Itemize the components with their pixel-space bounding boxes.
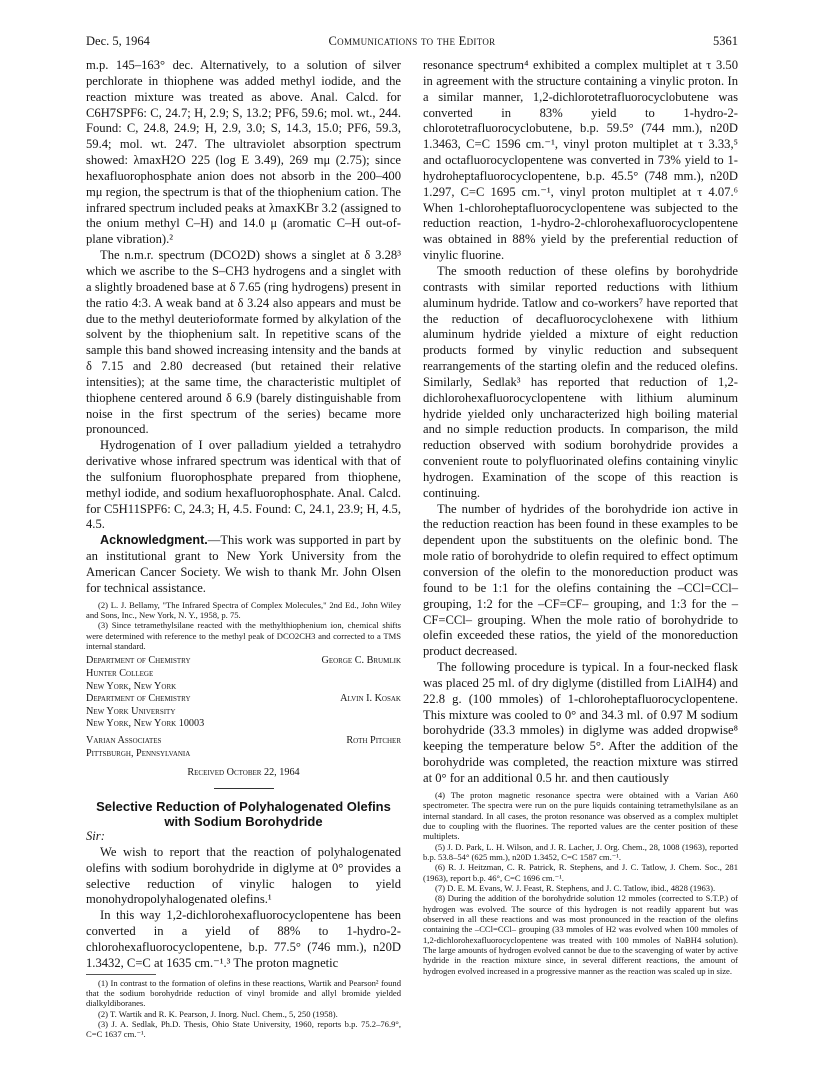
affiliation-line: New York, New York 10003 xyxy=(86,718,205,730)
affiliation-line: Department of Chemistry xyxy=(86,693,191,705)
affiliations xyxy=(86,655,401,760)
paragraph: We wish to report that the reaction of polyhalogenated olefins with sodium borohydride in diglyme at 0° provides a selective reduction of vinylic halogen to yield monohydropolyhalogenated olefins.¹ xyxy=(86,844,401,907)
footnote: (3) Since tetramethylsilane reacted with the methylthiophenium ion, chemical shifts were determined with reference to the methyl peak of DCO2CH3 and corrected to a TMS internal standard. xyxy=(86,620,401,652)
affiliation-block xyxy=(86,655,401,668)
paragraph: The n.m.r. spectrum (DCO2D) shows a singlet at δ 3.28³ which we ascribe to the S–CH3 hydrogens and a singlet with a slightly broadened base at δ 7.65 (ring hydrogens) present in the ratio 4:3. A weak band at δ 3.24 also appears and must be due to the methyl deuterioformate formed by alkylation of the solvent by the thiophenium salt. In repetitive scans of the sample this band showed increasing intensity and the bands at δ 7.15 and 2.80 decreased (but retained their relative intensities); at the same time, the characteristic multiplet of thiophene centered around δ 6.9 (barely distinguishable from noise in the first spectrum of the series) became more pronounced. xyxy=(86,248,401,437)
paragraph: m.p. 145–163° dec. Alternatively, to a solution of silver perchlorate in thiophene was added methyl iodide, and the reaction mixture was treated as above. Anal. Calcd. for C6H7SPF6: C, 24.7; H, 2.9; S, 13.2; PF6, 59.6; mol. wt., 244. Found: C, 24.8, 24.9; H, 2.9, 3.0; S, 14.3, 15.0; PF6, 59.3, 59.4; mol. wt. 247. The ultraviolet absorption spectrum showed: λmaxH2O 225 (log E 3.49), 269 mμ (2.75); since hexafluorophosphate anion does not absorb in the 200–400 mμ region, the spectrum is that of the thiophenium cation. The infrared spectrum included peaks at λmaxKBr 3.2 (assigned to the onium methyl C–H) and 14.0 μ (aromatic C–H out-of-plane vibration).² xyxy=(86,58,401,247)
salutation: Sir: xyxy=(86,829,105,843)
affiliation-line: New York, New York xyxy=(86,680,177,692)
paragraph: The following procedure is typical. In a four-necked flask was placed 25 ml. of dry diglyme (distilled from LiAlH4) and 22.8 g. (100 mmoles) of 1-chloroheptafluorocyclopentene. This mixture was cooled to 0° and 34.3 ml. of 0.97 M sodium borohydride (33.3 mmoles) in diglyme was added dropwise⁸ keeping the temperature below 5°. After the addition of the borohydride was completed, the reaction mixture was stirred at 0° for an additional 0.5 hr. and then cautiously xyxy=(423,660,738,785)
footnote: (7) D. E. M. Evans, W. J. Feast, R. Stephens, and J. C. Tatlow, ibid., 4828 (1963). xyxy=(435,882,716,893)
acknowledgment-text: —This work was supported in part by an institutional grant to New York University from the American Cancer Society. We wish to thank Mr. John Olsen for technical assistance. xyxy=(86,533,401,595)
footnote: (3) J. A. Sedlak, Ph.D. Thesis, Ohio State University, 1960, reports b.p. 75.2–76.9°, C=C 1637 cm.⁻¹. xyxy=(86,1018,401,1040)
affiliation-line: Pittsburgh, Pennsylvania xyxy=(86,747,191,759)
footnote: (2) L. J. Bellamy, "The Infrared Spectra of Complex Molecules," 2nd Ed., John Wiley and Sons, Inc., New York, N. Y., 1958, p. 75. xyxy=(86,599,401,621)
affiliation-line: Varian Associates xyxy=(86,734,162,746)
affiliation-line: Department of Chemistry xyxy=(86,655,191,667)
author-name: George C. Brumlik xyxy=(321,655,401,667)
author-name: Roth Pitcher xyxy=(346,734,401,746)
affiliation-line: New York University xyxy=(86,705,176,717)
footnote: (8) During the addition of the borohydride solution 12 mmoles (corrected to S.T.P.) of hydrogen was evolved. The source of this hydrogen is not readily apparent but was observed in all these reactions and was most pronounced in the reaction of the olefins containing the –CCl=CCl– grouping (33 mmoles of H2 was evolved when 100 mmoles of 1,2-dichlorohexafluorocyclopentene was treated with 100 mmoles of NaBH4 solution). The large amounts of hydrogen evolved cannot be due to the scavenging of water by active hydride in the reaction mixture since, in several different reactions, the amount of hydrogen evolved increased in a progressive manner as the reaction was scaled up in size. xyxy=(423,893,738,976)
paragraph: The smooth reduction of these olefins by borohydride contrasts with similar reported reductions with lithium aluminum hydride. Tatlow and co-workers⁷ have reported that the reduction of decafluorocyclohexene with lithium aluminum hydride yielded a mixture of eight reduction products formed by vinylic reduction and subsequent rearrangements of the starting olefin and the reduced olefins. Similarly, Sedlak³ has reported that reduction of 1,2-dichlorohexafluorocyclopentene with lithium aluminum hydride yielded only uncharacterized high boiling material and no simple reduction products. In comparison, the mild reduction observed with sodium borohydride provides a convenient route to polyfluorinated olefins containing vinylic hydrogen. Examination of the scope of this reaction is continuing. xyxy=(423,263,738,500)
paragraph: resonance spectrum⁴ exhibited a complex multiplet at τ 3.50 in agreement with the structure containing a vinylic proton. In a similar manner, 1,2-dichlorotetrafluorocyclobutene was converted in 83% yield to 1-hydro-2-chlorotetrafluorocyclobutene, b.p. 59.5° (744 mm.), n20D 1.3463, C=C 1596 cm.⁻¹, vinyl proton multiplet at τ 3.33,⁵ and octafluorocyclopentene was converted in 73% yield to 1-hydroheptafluorocyclopentene, b.p. 45.5° (748 mm.), n20D 1.297, C=C 1695 cm.⁻¹, vinyl proton multiplet at τ 4.07.⁶ When 1-chloroheptafluorocyclopentene was subjected to the reduction reaction, 1-hydro-2-chlorohexafluorocyclopentene was obtained in 88% yield by the preferential reduction of vinylic fluorine. xyxy=(423,58,738,263)
footnote: (1) In contrast to the formation of olefins in these reactions, Wartik and Pearson² found that the sodium borohydride reduction of vinyl bromide and allyl bromide yielded dialkyldiboranes. xyxy=(86,977,401,1009)
footnote: (6) R. J. Heitzman, C. R. Patrick, R. Stephens, and J. C. Tatlow, J. Chem. Soc., 281 (1963), report b.p. 46°, C=C 1696 cm.⁻¹. xyxy=(423,862,738,883)
affiliation-block xyxy=(86,735,401,748)
footnote: (2) T. Wartik and R. K. Pearson, J. Inorg. Nucl. Chem., 5, 250 (1958). xyxy=(98,1008,338,1019)
header-section: Communications to the Editor xyxy=(328,34,496,48)
footnote-divider xyxy=(86,974,156,975)
acknowledgment-label: Acknowledgment. xyxy=(100,533,208,548)
acknowledgment xyxy=(86,533,401,596)
running-header xyxy=(86,34,738,50)
paragraph: Hydrogenation of I over palladium yielded a tetrahydro derivative whose infrared spectrum was identical with that of the sulfonium fluorophosphate prepared from thiophene, methyl iodide, and sodium hexafluorophosphate. Anal. Calcd. for C5H11SPF6: C, 24.3; H, 4.5. Found: C, 24.1, 23.9; H, 4.5, 4.5. xyxy=(86,438,401,532)
paragraph: The number of hydrides of the borohydride ion active in the reduction reaction has been found in these examples to be dependent upon the substituents on the olefinic bond. The mole ratio of borohydride to olefin required to effect optimum conversion of the olefin to the monoreduction product was found to be 1:1 for the olefins containing the –CCl=CCl– grouping, 1:2 for the –CF=CF– grouping, and 1:3 for the –CF=CCl– grouping. When the mole ratio of borohydride to olefin exceeded these ratios, the yield of the monoreduction product decreased. xyxy=(423,501,738,659)
received-date: Received October 22, 1964 xyxy=(187,767,300,779)
header-date: Dec. 5, 1964 xyxy=(86,34,150,48)
right-column xyxy=(423,58,738,976)
footnote: (4) The proton magnetic resonance spectra were obtained with a Varian A60 spectrometer. The spectra were run on the pure liquids containing tetramethylsilane as an internal standard. In all cases, the proton resonance was observed as a complex multiplet due to coupling with the fluorines. The reported values are the center position of these multiplets. xyxy=(423,789,738,842)
divider xyxy=(214,788,274,789)
affiliation-block xyxy=(86,693,401,706)
author-name: Alvin I. Kosak xyxy=(340,693,401,705)
article-title: Selective Reduction of Polyhalogenated Olefins with Sodium Borohydride xyxy=(96,799,391,829)
footnote: (5) J. D. Park, L. H. Wilson, and J. R. Lacher, J. Org. Chem., 28, 1008 (1963), reported b.p. 53.8–54° (625 mm.), n20D 1.3452, C=C 1587 cm.⁻¹. xyxy=(423,841,738,862)
left-column xyxy=(86,58,401,1040)
affiliation-line: Hunter College xyxy=(86,668,154,679)
page-number: 5361 xyxy=(713,34,738,48)
paragraph: In this way 1,2-dichlorohexafluorocyclopentene has been converted in a yield of 88% to 1-hydro-2-chlorohexafluorocyclopentene, b.p. 77.5° (746 mm.), n20D 1.3432, C=C at 1635 cm.⁻¹.³ The proton magnetic xyxy=(86,908,401,970)
